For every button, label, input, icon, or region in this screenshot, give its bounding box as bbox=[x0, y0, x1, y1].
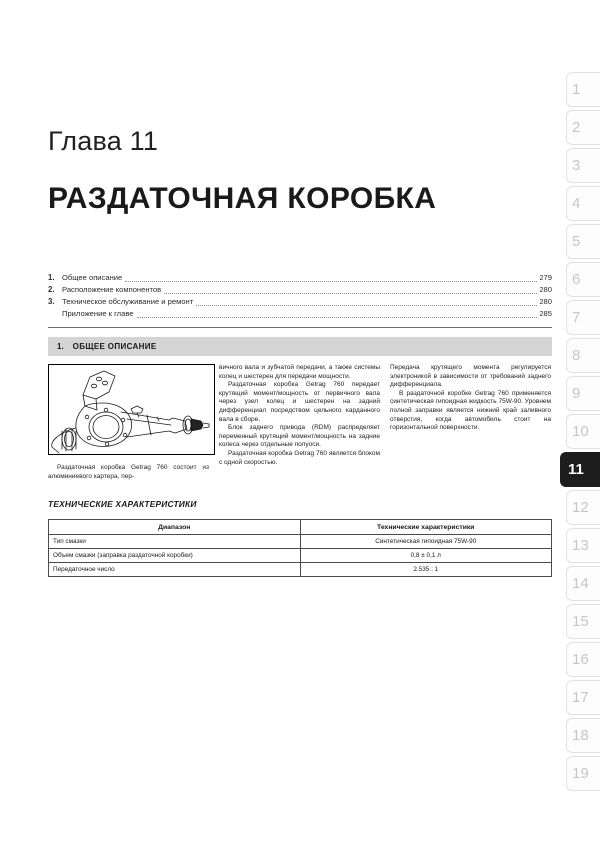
column-header: Технические характеристики bbox=[300, 520, 552, 535]
paragraph: Раздаточная коробка Getrag 760 передает крутящий момент/мощность от первичного вала через узел колец и шестерен на задний дифференциал посредством цельного карданного вала в сборе. bbox=[219, 381, 380, 423]
toc-item-page: 285 bbox=[539, 309, 552, 318]
chapter-tab-16[interactable]: 16 bbox=[566, 642, 600, 677]
table-row bbox=[49, 535, 552, 549]
table-cell-param: Передаточное число bbox=[49, 563, 301, 577]
chapter-tab-10[interactable]: 10 bbox=[566, 414, 600, 449]
table-row bbox=[49, 549, 552, 563]
toc-item-page: 279 bbox=[539, 273, 552, 282]
table-cell-value: 2.535 : 1 bbox=[300, 563, 552, 577]
chapter-tab-7[interactable]: 7 bbox=[566, 300, 600, 335]
chapter-tab-14[interactable]: 14 bbox=[566, 566, 600, 601]
toc-item-label: Расположение компонентов bbox=[62, 285, 162, 294]
toc-item-number: 1. bbox=[48, 273, 55, 282]
chapter-tab-15[interactable]: 15 bbox=[566, 604, 600, 639]
chapter-tab-9[interactable]: 9 bbox=[566, 376, 600, 411]
chapter-tab-19[interactable]: 19 bbox=[566, 756, 600, 791]
toc-item-page: 280 bbox=[539, 297, 552, 306]
page-title: РАЗДАТОЧНАЯ КОРОБКА bbox=[48, 182, 437, 215]
section-number: 1. bbox=[57, 342, 64, 351]
paragraph: Передача крутящего момента регулируется электроникой в зависимости от требований заднего дифференциала. bbox=[390, 364, 551, 389]
chapter-tab-3[interactable]: 3 bbox=[566, 148, 600, 183]
toc-item-number: 2. bbox=[48, 285, 55, 294]
chapter-tab-17[interactable]: 17 bbox=[566, 680, 600, 715]
list-item[interactable] bbox=[48, 308, 552, 320]
chapter-tab-18[interactable]: 18 bbox=[566, 718, 600, 753]
chapter-tab-1[interactable]: 1 bbox=[566, 72, 600, 107]
paragraph: В раздаточной коробке Getrag 760 применяется синтетическая гипоидная жидкость 75W-90. Уровнем полной заправки является нижний край заливного отверстия, когда автомобиль стоит на горизонтальной поверхности. bbox=[390, 389, 551, 432]
paragraph: Раздаточная коробка Getrag 760 является блоком с одной скоростью. bbox=[219, 449, 380, 466]
table-cell-param: Тип смазки bbox=[49, 535, 301, 549]
table-cell-value: Синтетическая гипоидная 75W-90 bbox=[300, 535, 552, 549]
chapter-tab-13[interactable]: 13 bbox=[566, 528, 600, 563]
chapter-tab-8[interactable]: 8 bbox=[566, 338, 600, 373]
specifications-table bbox=[48, 519, 552, 577]
list-item[interactable] bbox=[48, 272, 552, 284]
table-cell-value: 0,8 ± 0,1 л bbox=[300, 549, 552, 563]
body-columns bbox=[48, 364, 552, 481]
chapter-tab-6[interactable]: 6 bbox=[566, 262, 600, 297]
column-2 bbox=[219, 364, 380, 481]
toc-item-label: Техническое обслуживание и ремонт bbox=[62, 297, 194, 306]
chapter-tab-2[interactable]: 2 bbox=[566, 110, 600, 145]
chapter-label: Глава 11 bbox=[48, 126, 159, 156]
list-item[interactable] bbox=[48, 296, 552, 308]
table-cell-param: Объем смазки (заправка раздаточной коробки) bbox=[49, 549, 301, 563]
table-of-contents bbox=[48, 272, 552, 320]
paragraph: Блок заднего привода (RDM) распределяет переменный крутящий момент/мощность на задние колеса через отдельные полуоси. bbox=[219, 424, 380, 449]
divider bbox=[48, 327, 552, 328]
toc-leader-dots bbox=[137, 311, 538, 318]
table-header-row bbox=[49, 520, 552, 535]
toc-leader-dots bbox=[196, 299, 537, 306]
chapter-tab-5[interactable]: 5 bbox=[566, 224, 600, 259]
toc-item-number: 3. bbox=[48, 297, 55, 306]
section-title: ОБЩЕЕ ОПИСАНИЕ bbox=[72, 342, 157, 351]
chapter-tab-11-active[interactable]: 11 bbox=[560, 452, 600, 487]
toc-item-label: Общее описание bbox=[62, 273, 123, 282]
column-3 bbox=[390, 364, 551, 481]
column-1 bbox=[48, 364, 209, 481]
list-item[interactable] bbox=[48, 284, 552, 296]
column-header: Диапазон bbox=[49, 520, 301, 535]
chapter-tab-rail bbox=[560, 72, 600, 794]
table-row bbox=[49, 563, 552, 577]
transfer-case-line-drawing bbox=[48, 364, 215, 455]
paragraph: Раздаточная коробка Getrag 760 состоит из алюминиевого картера, пер- bbox=[48, 464, 209, 480]
toc-item-label: Приложение к главе bbox=[62, 309, 134, 318]
chapter-tab-4[interactable]: 4 bbox=[566, 186, 600, 221]
toc-leader-dots bbox=[164, 287, 537, 294]
toc-item-page: 280 bbox=[539, 285, 552, 294]
chapter-tab-12[interactable]: 12 bbox=[566, 490, 600, 525]
toc-leader-dots bbox=[125, 275, 537, 282]
specs-heading: ТЕХНИЧЕСКИЕ ХАРАКТЕРИСТИКИ bbox=[48, 499, 197, 509]
paragraph: вичного вала и зубчатой передачи, а также системы колец и шестерен для передачи мощности. bbox=[219, 364, 380, 380]
section-header bbox=[48, 337, 552, 356]
